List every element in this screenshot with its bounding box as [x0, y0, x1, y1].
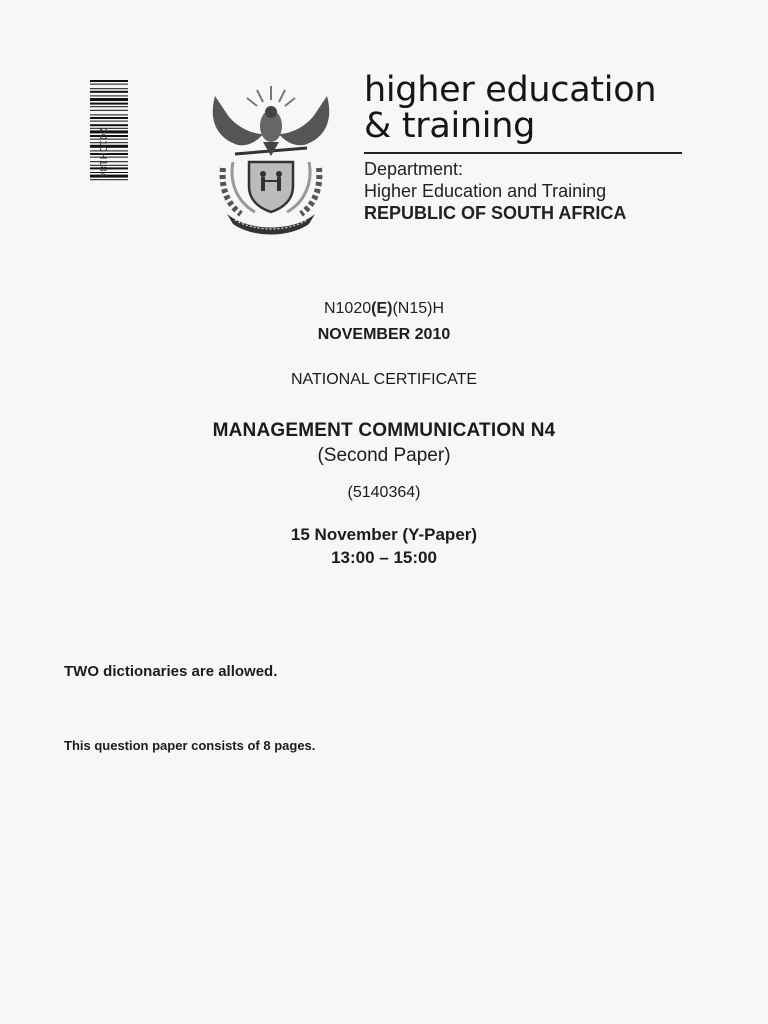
brand-title-line2: & training: [364, 106, 536, 146]
exam-session: NOVEMBER 2010: [317, 326, 451, 343]
paper-code-prefix: N1020: [323, 300, 372, 317]
department-header: [364, 72, 694, 224]
coat-of-arms-logo: [205, 78, 337, 238]
exam-date: 15 November (Y-Paper): [290, 525, 478, 544]
exam-time: 13:00 – 15:00: [331, 548, 437, 567]
barcode-number: 2010H184: [97, 127, 108, 179]
paper-code-bold: (E): [371, 300, 393, 317]
paper-code: [0, 300, 768, 318]
country-name: REPUBLIC OF SOUTH AFRICA: [364, 203, 627, 223]
subject-code: (5140364): [347, 484, 421, 501]
header-divider: [364, 152, 682, 154]
department-label: Department:: [364, 159, 464, 179]
page-count-note: This question paper consists of 8 pages.: [64, 738, 316, 753]
dictionary-note: TWO dictionaries are allowed.: [64, 663, 278, 680]
paper-code-suffix: (N15)H: [392, 300, 445, 317]
paper-number: (Second Paper): [317, 445, 451, 466]
department-name: Higher Education and Training: [364, 181, 607, 201]
subject-title: MANAGEMENT COMMUNICATION N4: [212, 420, 556, 441]
certificate-title: NATIONAL CERTIFICATE: [290, 371, 478, 388]
brand-title-line1: higher education: [364, 70, 657, 110]
